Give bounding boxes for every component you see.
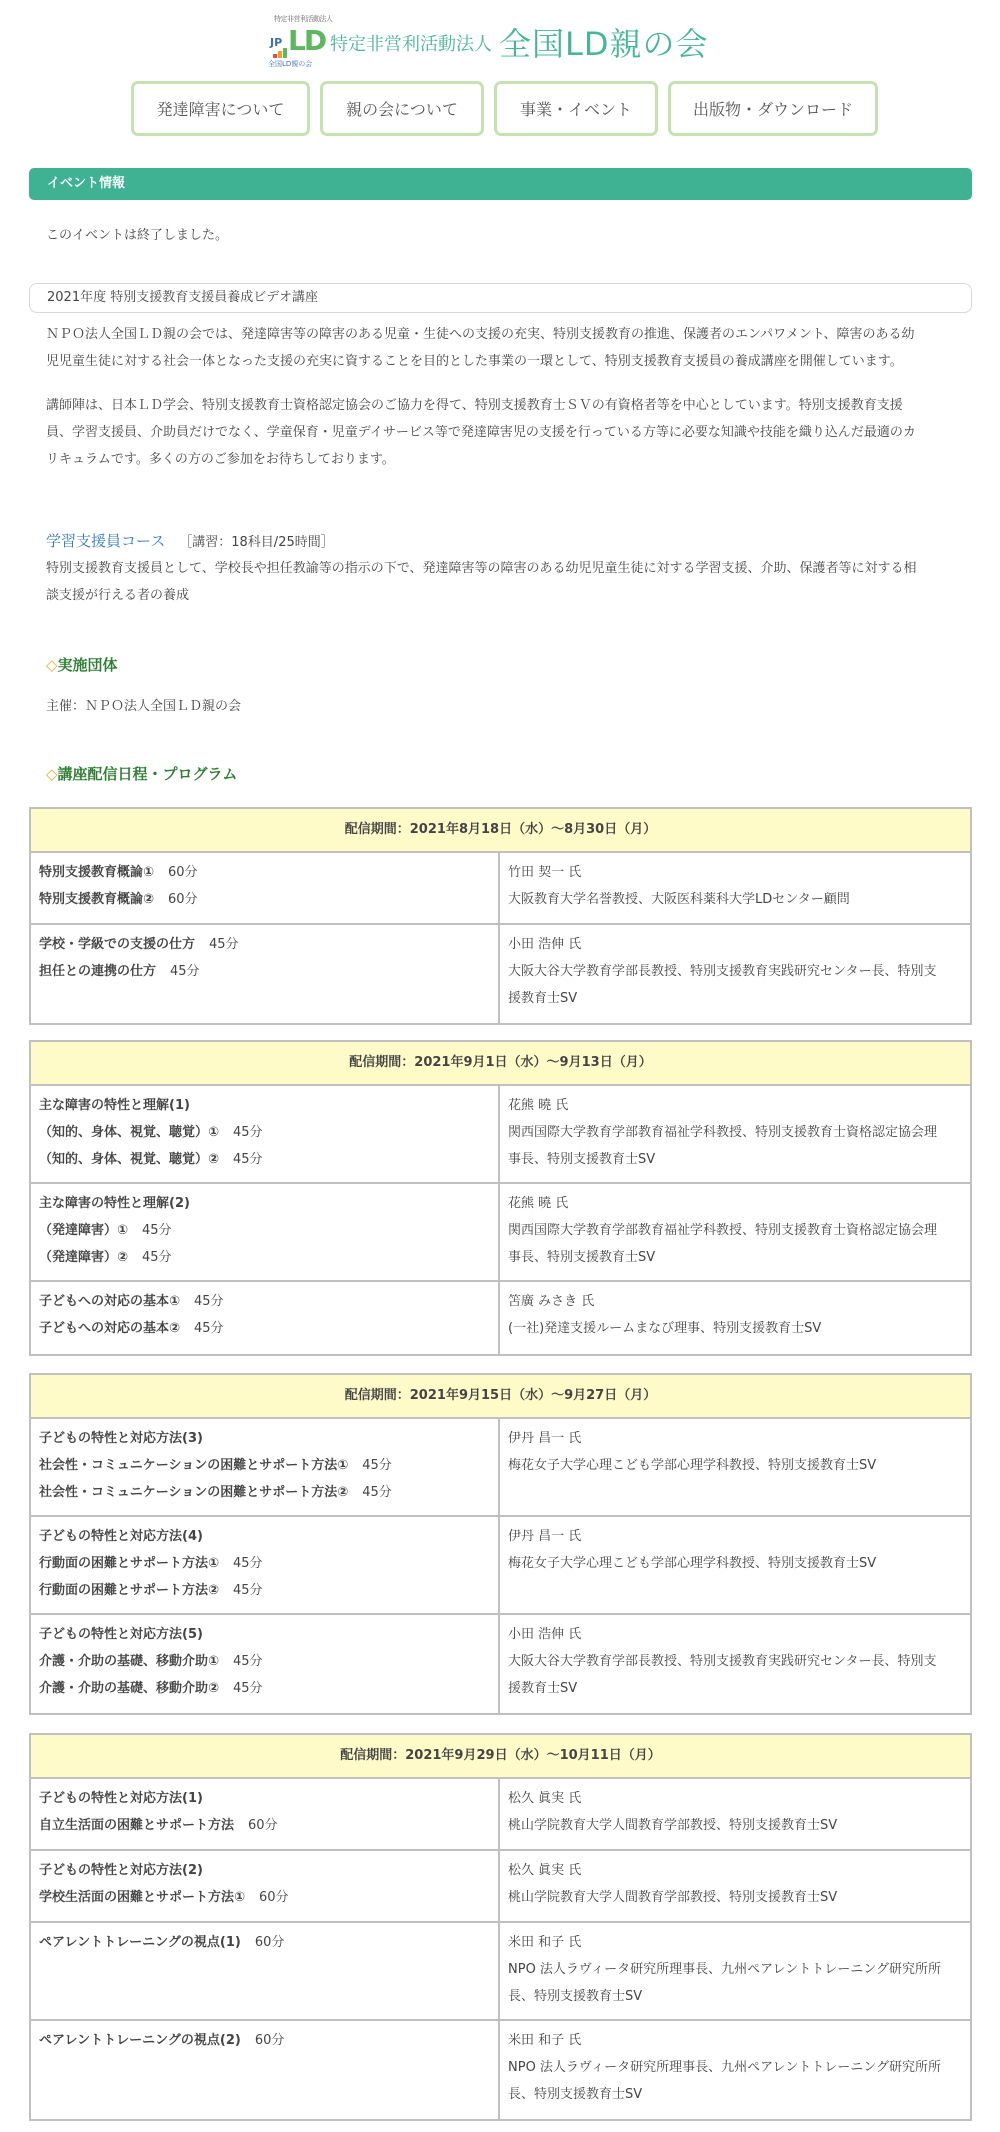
lecture-title: （発達障害）① — [39, 1223, 129, 1238]
lecture-title: ペアレントトレーニングの視点(2) — [39, 2033, 241, 2048]
lecture-duration: 60分 — [254, 1935, 285, 1950]
intro-line: 講師陣は、日本ＬＤ学会、特別支援教育士資格認定協会のご協力を得て、特別支援教育士ＳＶの有資格者等を中心としています。特別支援教育支援 — [46, 398, 903, 413]
schedule-period: 配信期間：2021年8月18日（水）〜8月30日（月） — [31, 809, 970, 853]
lecture-line — [39, 1479, 490, 1506]
intro-paragraph-2 — [46, 392, 916, 473]
intro-line: ＮＰＯ法人全国ＬＤ親の会では、発達障害等の障害のある児童・生徒への支援の充実、特別支援教育の推進、保護者のエンパワメント、障害のある幼 — [46, 327, 915, 342]
lecture-line — [39, 1929, 490, 1956]
lecture-line — [39, 1244, 490, 1271]
lecture-duration: 60分 — [168, 865, 198, 880]
instructor-affiliation: 関西国際大学教育学部教育福祉学科教授、特別支援教育士資格認定協会理 — [508, 1223, 938, 1238]
nav-hattatsu[interactable]: 発達障害について — [131, 81, 310, 136]
instructor-cell — [500, 853, 970, 923]
instructor-cell — [500, 1184, 970, 1280]
lecture-title: （知的、身体、視覚、聴覚）① — [39, 1125, 220, 1140]
lecture-cell — [31, 1779, 500, 1849]
lecture-line — [39, 1092, 490, 1119]
intro-line: 児児童生徒に対する社会一体となった支援の充実に資することを目的とした事業の一環として、特別支援教育支援員の養成講座を開催しています。 — [46, 354, 903, 369]
lecture-title: 社会性・コミュニケーションの困難とサポート方法② — [39, 1485, 349, 1500]
lecture-line — [39, 1550, 490, 1577]
table-row — [31, 1779, 970, 1851]
lecture-title: 行動面の困難とサポート方法② — [39, 1583, 220, 1598]
lecture-title: 介護・介助の基礎、移動介助② — [39, 1681, 220, 1696]
instructor-affiliation: 大阪大谷大学教育学部長教授、特別支援教育実践研究センター長、特別支 — [508, 964, 937, 979]
lecture-cell — [31, 1923, 500, 2019]
lecture-cell — [31, 853, 500, 923]
lecture-line — [39, 1675, 490, 1702]
instructor-affiliation: 事長、特別支援教育士SV — [508, 1250, 656, 1265]
instructor-affiliation: 援教育士SV — [508, 991, 578, 1006]
lecture-line — [39, 1621, 490, 1648]
instructor-affiliation: 事長、特別支援教育士SV — [508, 1152, 656, 1167]
lecture-title: （知的、身体、視覚、聴覚）② — [39, 1152, 220, 1167]
intro-line: リキュラムです。多くの方のご参加をお待ちしております。 — [46, 452, 395, 467]
instructor-name: 花熊 曉 氏 — [508, 1098, 569, 1113]
lecture-cell — [31, 2021, 500, 2119]
instructor-cell — [500, 2021, 970, 2119]
lecture-line — [39, 859, 490, 886]
lecture-line — [39, 1577, 490, 1604]
instructor-cell — [500, 1923, 970, 2019]
organizer-text: 主催：ＮＰＯ法人全国ＬＤ親の会 — [46, 699, 242, 714]
logo-small-text: 特定非営利活動法人 — [274, 15, 333, 23]
nav-events[interactable]: 事業・イベント — [494, 81, 658, 136]
diamond-icon: ◇ — [46, 656, 58, 674]
nav-oyanokai[interactable]: 親の会について — [320, 81, 484, 136]
instructor-affiliation: 桃山学院教育大学人間教育学部教授、特別支援教育士SV — [508, 1818, 838, 1833]
lecture-title: ペアレントトレーニングの視点(1) — [39, 1935, 241, 1950]
instructor-affiliation: 大阪教育大学名誉教授、大阪医科薬科大学LDセンター顧問 — [508, 892, 850, 907]
lecture-title: 特別支援教育概論① — [39, 865, 155, 880]
instructor-name: 小田 浩伸 氏 — [508, 937, 582, 952]
instructor-affiliation: 援教育士SV — [508, 1681, 578, 1696]
table-row — [31, 1923, 970, 2021]
course-detail: ［講習：18科目/25時間］ — [179, 535, 334, 550]
lecture-duration: 45分 — [233, 1125, 263, 1140]
schedule-heading — [46, 763, 237, 784]
table-row — [31, 1282, 970, 1354]
instructor-name: 伊丹 昌一 氏 — [508, 1431, 582, 1446]
lecture-title: 子どもの特性と対応方法(3) — [39, 1431, 203, 1446]
instructor-cell — [500, 1615, 970, 1713]
lecture-cell — [31, 1419, 500, 1515]
lecture-duration: 45分 — [233, 1556, 263, 1571]
lecture-title: 子どもへの対応の基本② — [39, 1321, 181, 1336]
lecture-cell — [31, 1517, 500, 1613]
site-logo[interactable] — [268, 14, 333, 68]
lecture-line — [39, 1190, 490, 1217]
instructor-name: 笘廣 みさき 氏 — [508, 1294, 595, 1309]
nav-publications[interactable]: 出版物・ダウンロード — [668, 81, 878, 136]
schedule-table — [29, 1733, 972, 2121]
lecture-title: 社会性・コミュニケーションの困難とサポート方法① — [39, 1458, 349, 1473]
lecture-duration: 60分 — [168, 892, 198, 907]
lecture-duration: 60分 — [254, 2033, 285, 2048]
table-row — [31, 1419, 970, 1517]
lecture-line — [39, 1119, 490, 1146]
instructor-cell — [500, 1517, 970, 1613]
table-row — [31, 1615, 970, 1713]
instructor-cell — [500, 1282, 970, 1354]
lecture-title: 学校・学級での支援の仕方 — [39, 937, 196, 952]
lecture-duration: 45分 — [194, 1294, 224, 1309]
lecture-duration: 45分 — [362, 1485, 392, 1500]
lecture-duration: 45分 — [142, 1250, 172, 1265]
schedule-table — [29, 807, 972, 1025]
lecture-duration: 45分 — [194, 1321, 224, 1336]
course-desc-line: 特別支援教育支援員として、学校長や担任教諭等の指示の下で、発達障害等の障害のある幼児児童生徒に対する学習支援、介助、保護者等に対する相 — [46, 561, 917, 576]
lecture-line — [39, 1315, 490, 1342]
instructor-name: 伊丹 昌一 氏 — [508, 1529, 582, 1544]
schedule-period: 配信期間：2021年9月15日（水）〜9月27日（月） — [31, 1375, 970, 1419]
lecture-cell — [31, 1086, 500, 1182]
lecture-line — [39, 1785, 490, 1812]
logo-caption: 全国LD親の会 — [268, 60, 313, 68]
lecture-title: 主な障害の特性と理解(1) — [39, 1098, 190, 1113]
schedule-heading-text: 講座配信日程・プログラム — [57, 765, 238, 783]
lecture-cell — [31, 1184, 500, 1280]
lecture-title: 担任との連携の仕方 — [39, 964, 157, 979]
lecture-line — [39, 1884, 490, 1911]
table-row — [31, 1851, 970, 1923]
lecture-duration: 45分 — [233, 1583, 263, 1598]
instructor-affiliation: 桃山学院教育大学人間教育学部教授、特別支援教育士SV — [508, 1890, 838, 1905]
instructor-affiliation: 関西国際大学教育学部教育福祉学科教授、特別支援教育士資格認定協会理 — [508, 1125, 938, 1140]
main-nav — [131, 81, 878, 136]
lecture-title: 子どもへの対応の基本① — [39, 1294, 181, 1309]
table-row — [31, 1517, 970, 1615]
table-row — [31, 925, 970, 1023]
lecture-line — [39, 931, 490, 958]
lecture-line — [39, 1523, 490, 1550]
organizer-heading-text: 実施団体 — [57, 656, 118, 674]
lecture-duration: 45分 — [362, 1458, 392, 1473]
lecture-duration: 60分 — [259, 1890, 289, 1905]
instructor-affiliation: 梅花女子大学心理こども学部心理学科教授、特別支援教育士SV — [508, 1556, 877, 1571]
lecture-title: 行動面の困難とサポート方法① — [39, 1556, 220, 1571]
site-header — [0, 0, 1000, 78]
instructor-name: 米田 和子 氏 — [508, 2033, 582, 2048]
lecture-line — [39, 886, 490, 913]
table-row — [31, 1184, 970, 1282]
lecture-line — [39, 1146, 490, 1173]
instructor-affiliation: NPO 法人ラヴィータ研究所理事長、九州ペアレントトレーニング研究所所 — [508, 2060, 942, 2075]
table-row — [31, 1086, 970, 1184]
lecture-line — [39, 2027, 490, 2054]
organizer-heading — [46, 654, 118, 675]
lecture-title: 子どもの特性と対応方法(2) — [39, 1863, 203, 1878]
lecture-title: 主な障害の特性と理解(2) — [39, 1196, 190, 1211]
lecture-title: 子どもの特性と対応方法(4) — [39, 1529, 203, 1544]
instructor-affiliation: NPO 法人ラヴィータ研究所理事長、九州ペアレントトレーニング研究所所 — [508, 1962, 942, 1977]
table-row — [31, 2021, 970, 2119]
lecture-title: 学校生活面の困難とサポート方法① — [39, 1890, 246, 1905]
lecture-duration: 45分 — [233, 1654, 263, 1669]
lecture-cell — [31, 1851, 500, 1921]
lecture-duration: 60分 — [248, 1818, 278, 1833]
logo-mark-ld: LD — [288, 24, 326, 57]
lecture-duration: 45分 — [233, 1681, 263, 1696]
lecture-line — [39, 1425, 490, 1452]
lecture-line — [39, 1812, 490, 1839]
schedule-table — [29, 1040, 972, 1356]
lecture-title: （発達障害）② — [39, 1250, 129, 1265]
instructor-cell — [500, 1779, 970, 1849]
course-description — [46, 555, 916, 609]
lecture-duration: 45分 — [142, 1223, 172, 1238]
instructor-affiliation: (一社)発達支援ルームまなび理事、特別支援教育士SV — [508, 1321, 822, 1336]
instructor-name: 小田 浩伸 氏 — [508, 1627, 582, 1642]
intro-paragraph-1 — [46, 321, 915, 375]
instructor-cell — [500, 1419, 970, 1515]
org-name: 全国LD親の会 — [499, 25, 709, 63]
lecture-line — [39, 1452, 490, 1479]
instructor-cell — [500, 925, 970, 1023]
intro-line: 員、学習支援員、介助員だけでなく、学童保育・児童デイサービス等で発達障害児の支援を行っている方等に必要な知識や技能を織り込んだ最適のカ — [46, 425, 916, 440]
lecture-duration: 45分 — [170, 964, 200, 979]
instructor-name: 米田 和子 氏 — [508, 1935, 582, 1950]
schedule-period: 配信期間：2021年9月1日（水）〜9月13日（月） — [31, 1042, 970, 1086]
schedule-table — [29, 1373, 972, 1715]
event-status: このイベントは終了しました。 — [46, 228, 229, 243]
lecture-title: 介護・介助の基礎、移動介助① — [39, 1654, 220, 1669]
instructor-name: 松久 眞実 氏 — [508, 1863, 582, 1878]
lecture-line — [39, 1288, 490, 1315]
instructor-affiliation: 長、特別支援教育士SV — [508, 2087, 643, 2102]
lecture-line — [39, 1648, 490, 1675]
diamond-icon: ◇ — [46, 765, 58, 783]
instructor-affiliation: 梅花女子大学心理こども学部心理学科教授、特別支援教育士SV — [508, 1458, 877, 1473]
lecture-line — [39, 1217, 490, 1244]
org-type: 特定非営利活動法人 — [330, 34, 492, 55]
instructor-affiliation: 長、特別支援教育士SV — [508, 1989, 643, 2004]
lecture-cell — [31, 1282, 500, 1354]
instructor-affiliation: 大阪大谷大学教育学部長教授、特別支援教育実践研究センター長、特別支 — [508, 1654, 937, 1669]
schedule-period: 配信期間：2021年9月29日（水）〜10月11日（月） — [31, 1735, 970, 1779]
lecture-title: 自立生活面の困難とサポート方法 — [39, 1818, 235, 1833]
instructor-name: 竹田 契一 氏 — [508, 865, 582, 880]
lecture-title: 特別支援教育概論② — [39, 892, 155, 907]
instructor-name: 花熊 曉 氏 — [508, 1196, 569, 1211]
lecture-line — [39, 958, 490, 985]
lecture-duration: 45分 — [233, 1152, 263, 1167]
lecture-line — [39, 1857, 490, 1884]
lecture-cell — [31, 1615, 500, 1713]
table-row — [31, 853, 970, 925]
course-link[interactable]: 学習支援員コース — [46, 532, 166, 550]
lecture-title: 子どもの特性と対応方法(1) — [39, 1791, 203, 1806]
instructor-cell — [500, 1851, 970, 1921]
instructor-cell — [500, 1086, 970, 1182]
logo-mark-jp: JP — [270, 36, 283, 49]
section-title: イベント情報 — [29, 168, 972, 200]
course-title — [46, 530, 334, 551]
course-name: 2021年度 特別支援教育支援員養成ビデオ講座 — [29, 283, 972, 313]
lecture-cell — [31, 925, 500, 1023]
lecture-duration: 45分 — [209, 937, 239, 952]
lecture-title: 子どもの特性と対応方法(5) — [39, 1627, 203, 1642]
instructor-name: 松久 眞実 氏 — [508, 1791, 582, 1806]
course-desc-line: 談支援が行える者の養成 — [46, 588, 190, 603]
